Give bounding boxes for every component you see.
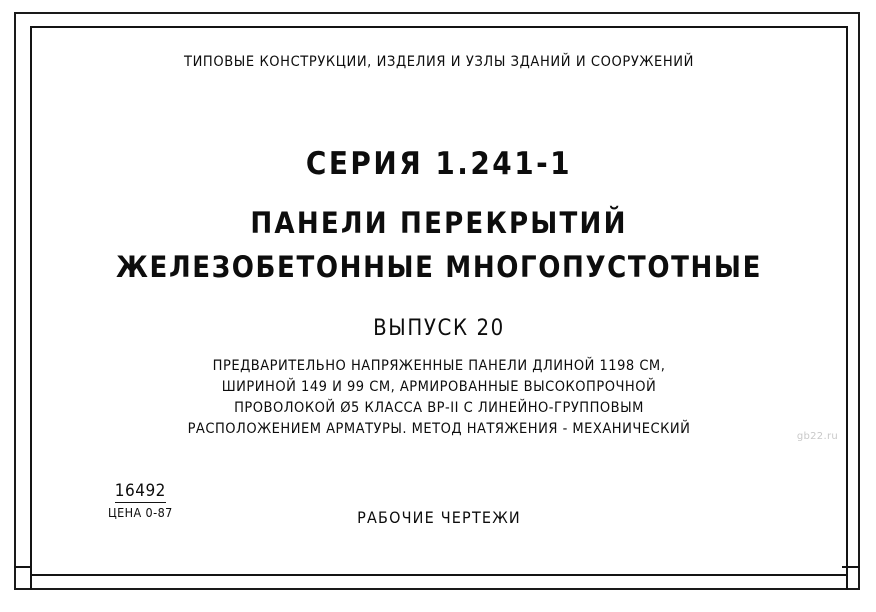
description-line: ШИРИНОЙ 149 И 99 СМ, АРМИРОВАННЫЕ ВЫСОКОПРОЧНОЙ bbox=[221, 379, 657, 395]
footer-note: РАБОЧИЕ ЧЕРТЕЖИ bbox=[357, 508, 521, 527]
catalog-code: 16492 bbox=[114, 481, 166, 501]
series-number: СЕРИЯ 1.241-1 bbox=[305, 146, 573, 182]
page-title-line-1: ПАНЕЛИ ПЕРЕКРЫТИЙ bbox=[250, 206, 628, 240]
description-block bbox=[30, 356, 848, 440]
issue-number: ВЫПУСК 20 bbox=[373, 316, 505, 341]
header-subtitle: ТИПОВЫЕ КОНСТРУКЦИИ, ИЗДЕЛИЯ И УЗЛЫ ЗДАНИЙ И СООРУЖЕНИЙ bbox=[184, 54, 694, 70]
sheet-content bbox=[30, 26, 848, 576]
page-title-line-2: ЖЕЛЕЗОБЕТОННЫЕ МНОГОПУСТОТНЫЕ bbox=[115, 250, 762, 284]
price-label: ЦЕНА 0-87 bbox=[108, 505, 173, 520]
description-line: ПРОВОЛОКОЙ Ø5 КЛАССА ВР-II С ЛИНЕЙНО-ГРУППОВЫМ bbox=[234, 400, 644, 416]
description-line: ПРЕДВАРИТЕЛЬНО НАПРЯЖЕННЫЕ ПАНЕЛИ ДЛИНОЙ 1198 СМ, bbox=[212, 358, 666, 374]
description-line: РАСПОЛОЖЕНИЕМ АРМАТУРЫ. МЕТОД НАТЯЖЕНИЯ - МЕХАНИЧЕСКИЙ bbox=[187, 421, 691, 437]
watermark-text: gb22.ru bbox=[796, 431, 838, 442]
